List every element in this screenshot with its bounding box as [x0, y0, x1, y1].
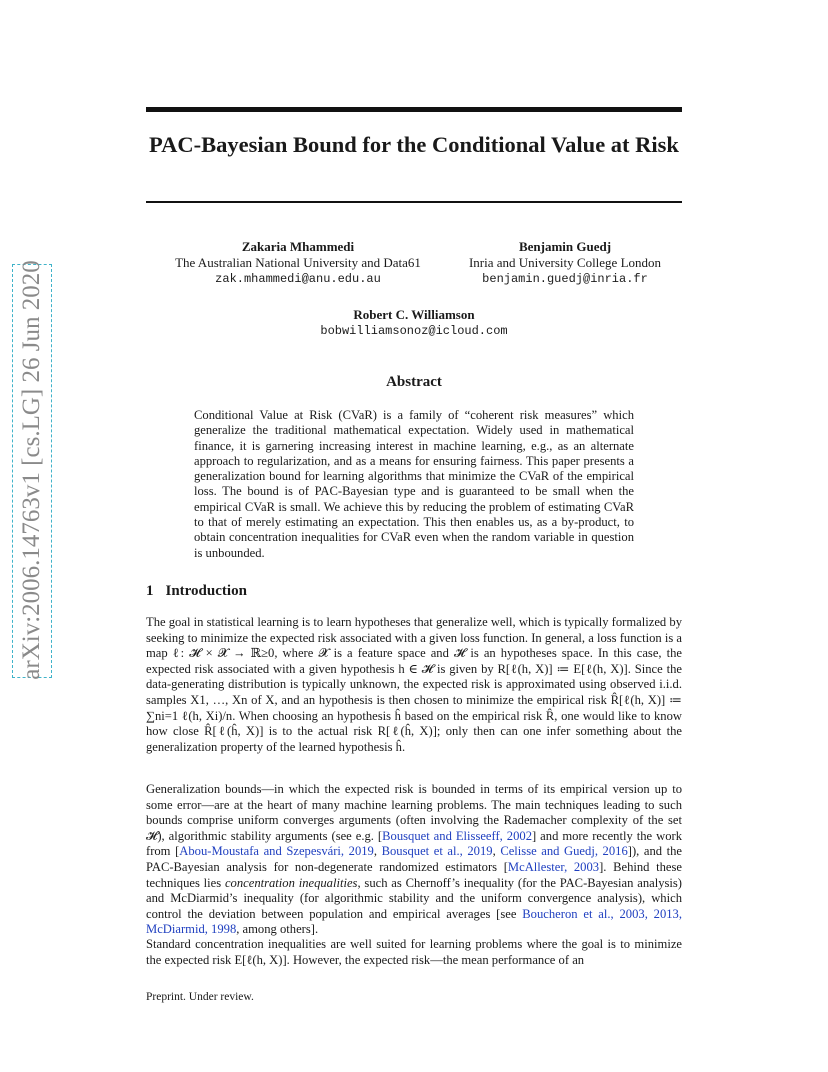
author-email[interactable]: bobwilliamsonoz@icloud.com [320, 324, 508, 338]
title-bottom-rule [146, 201, 682, 203]
paragraph-3 [146, 937, 682, 968]
abstract-heading: Abstract [386, 374, 442, 390]
paragraph-text: Generalization bounds—in which the expected risk is bounded in terms of its empirical version up to some error—are at the heart of many machine learning problems. The main techniques leading to such bounds comprise uniform converges arguments (often involving the Rademacher complexity of the set 𝓗), algorithmic stability arguments (see e.g. [Bousquet and Elisseeff, 2002] and more recently the work from [Abou-Moustafa and Szepesvári, 2019, Bousquet et al., 2019, Celisse and Guedj, 2016]), and the PAC-Bayesian analysis for non-degenerate randomized estimators [McAllester, 2003]. Behind these techniques lies concentration inequalities, such as Chernoff’s inequality (for the PAC-Bayesian analysis) and McDiarmid’s inequality (for algorithmic stability and the uniform convergence analysis), which control the deviation between population and empirical averages [see Boucheron et al., 2003, 2013, McDiarmid, 1998, among others]. [146, 782, 683, 937]
citation-link[interactable]: Bousquet and Elisseeff, 2002 [382, 828, 532, 843]
author-block-3 [264, 307, 564, 339]
title-top-rule [146, 107, 682, 112]
footer-note: Preprint. Under review. [146, 991, 254, 1003]
paper-title: PAC-Bayesian Bound for the Conditional Value at Risk [149, 132, 679, 157]
citation-link[interactable]: Celisse and Guedj, 2016 [500, 844, 628, 859]
paragraph-text: Standard concentration inequalities are well suited for learning problems where the goal is to minimize the expected risk E[ℓ(h, X)]. However, the expected risk—the mean performance of an [146, 937, 682, 967]
author-affiliation: Inria and University College London [468, 255, 662, 270]
author-block-2 [430, 239, 700, 287]
author-name: Robert C. Williamson [353, 307, 475, 322]
citation-link[interactable]: Boucheron et al., 2003, 2013, McDiarmid, 1998 [146, 906, 683, 937]
author-block-1 [156, 239, 440, 287]
author-name: Benjamin Guedj [518, 239, 612, 254]
author-email[interactable]: benjamin.guedj@inria.fr [482, 272, 648, 286]
arxiv-sidebar [12, 260, 52, 680]
author-affiliation: The Australian National University and Data61 [175, 255, 421, 270]
arxiv-identifier: arXiv:2006.14763v1 [cs.LG] 26 Jun 2020 [18, 260, 45, 680]
section-title: Introduction [165, 583, 247, 599]
paragraph-1 [146, 615, 682, 755]
citation-link[interactable]: Abou-Moustafa and Szepesvári, 2019 [179, 844, 374, 859]
section-heading [146, 583, 247, 600]
author-name: Zakaria Mhammedi [241, 239, 355, 254]
abstract-text: Conditional Value at Risk (CVaR) is a family of “coherent risk measures” which generalize the traditional mathematical expectation. Widely used in mathematical finance, it is garnering increasing interest in machine learning, e.g., as an alternate approach to regularization, and as a means for ensuring fairness. This paper presents a generalization bound for learning algorithms that minimize the CVaR of the empirical loss. The bound is of PAC-Bayesian type and is guaranteed to be small when the empirical CVaR is small. We achieve this by reducing the problem of estimating CVaR to that of merely estimating an expectation. This then enables us, as a by-product, to obtain concentration inequalities for CVaR even when the random variable in question is unbounded. [194, 408, 634, 560]
paragraph-2 [146, 782, 682, 938]
citation-link[interactable]: Bousquet et al., 2019 [381, 844, 493, 859]
paragraph-text: The goal in statistical learning is to learn hypotheses that generalize well, which is typically formalized by seeking to minimize the expected risk associated with a given loss function. In general, a loss function is a map ℓ: 𝓗 × 𝓧 → ℝ≥0, where 𝓧 is a feature space and 𝓗 is an hypotheses space. In this case, the expected risk associated with a given hypothesis h ∈ 𝓗 is given by R[ℓ(h, X)] ≔ E[ℓ(h, X)]. Since the data-generating distribution is typically unknown, the expected risk is approximated using observed i.i.d. samples X1, …, Xn of X, and an hypothesis is then chosen to minimize the empirical risk R̂[ℓ(h, X)] ≔ ∑ni=1 ℓ(h, Xi)/n. When choosing an hypothesis ĥ based on the empirical risk R̂, one would like to know how close R̂[ℓ(ĥ, X)] is to the actual risk R[ℓ(ĥ, X)]; only then can one infer something about the generalization property of the learned hypothesis ĥ. [146, 615, 682, 754]
citation-link[interactable]: McAllester, 2003 [507, 859, 600, 874]
section-number: 1 [146, 583, 154, 599]
author-email[interactable]: zak.mhammedi@anu.edu.au [215, 272, 381, 286]
